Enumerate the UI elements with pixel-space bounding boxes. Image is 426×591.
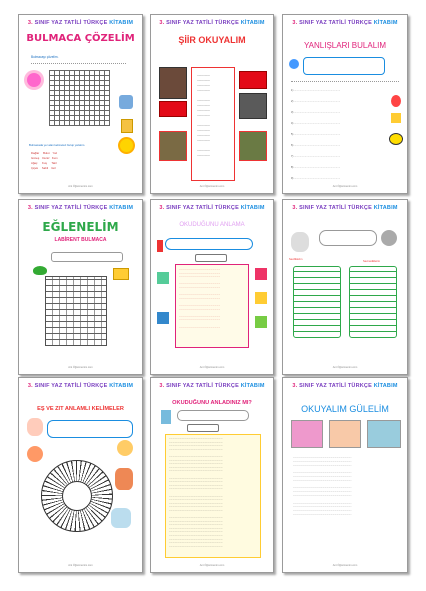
picture-thumb: [157, 272, 169, 284]
boy-icon: [27, 446, 43, 462]
portrait-image: [239, 93, 267, 119]
list-box-left: [293, 266, 341, 338]
rabbit-icon: [291, 232, 309, 252]
page-header: 3. SINIF YAZ TATİLİ TÜRKÇE KİTABIM: [27, 383, 134, 389]
page-header: 3. SINIF YAZ TATİLİ TÜRKÇE KİTABIM: [292, 20, 398, 26]
page-2: 3. SINIF YAZ TATİLİ TÜRKÇE KİTABIM ŞİİR OKUYALIM --------------- --------------- --------------- --------------- --------------- --------------- --------------- --------------- --------------- --------------- --------------- --------------- --------------- --------------- Ant Öğretmenim.com: [150, 14, 274, 194]
page-header: 3. SINIF YAZ TATİLİ TÜRKÇE KİTABIM: [159, 20, 265, 26]
kid-icon: [111, 508, 131, 528]
soldier-image: [239, 131, 267, 161]
mouse-icon: [381, 230, 397, 246]
speech-bubble-icon: [47, 420, 133, 438]
frog-icon: [33, 266, 47, 275]
list-box-right: [349, 266, 397, 338]
cheese-icon: [113, 268, 129, 280]
portrait-image: [159, 67, 187, 99]
flag-icon: [239, 71, 267, 89]
speech-bubble-icon: [165, 238, 253, 250]
speech-bubble-icon: [177, 410, 249, 421]
page-5: 3. SINIF YAZ TATİLİ TÜRKÇE KİTABIM OKUDUĞUNU ANLAMA .............................................................. .............................................................. .............................................................. .............................................................. .............................................................. .............................................................. .............................................................. .............................................................. .............................................................. .............................................................. .............................................................. .............................................................. Ant Öğretmenim.com: [150, 199, 274, 375]
story-label: [187, 424, 219, 432]
page-subtitle: LABİRENT BULMACA: [54, 237, 107, 243]
flag-icon: [159, 101, 187, 117]
picture-thumb: [255, 316, 267, 328]
soldier-image: [159, 131, 187, 161]
flower-icon: [27, 73, 41, 87]
page-header: 3. SINIF YAZ TATİLİ TÜRKÇE KİTABIM: [27, 20, 134, 26]
kid-icon: [115, 468, 133, 490]
prompt-text: Bulmacayı çözelim.: [31, 55, 59, 59]
page-title: EĞLENELİM: [42, 220, 119, 234]
speech-bubble-icon: [319, 230, 377, 246]
cartoon-image: [367, 420, 401, 448]
bird-icon: [289, 59, 299, 69]
page-1: 3. SINIF YAZ TATİLİ TÜRKÇE KİTABIM BULMACA ÇÖZELİM Bulmacayı çözelim. Bulmacada yer alan kelimeleri bulup yazalım. Dağlar Bulut Yaz Güneş Deniz Kum Ağaç Kuş Tatil Çiçek Sahil Göl Ant Öğretmenim.com: [18, 14, 143, 194]
page-header: 3. SINIF YAZ TATİLİ TÜRKÇE KİTABIM: [292, 205, 398, 211]
page-6: 3. SINIF YAZ TATİLİ TÜRKÇE KİTABIM Sevdiklerim Sevmediklerim Ant Öğretmenim.com: [282, 199, 408, 375]
picture-thumb: [255, 292, 267, 304]
ruler-icon: [121, 119, 133, 133]
bird-icon: [119, 95, 133, 109]
question-list: 1) ................................................................ 2) ................................................................ 3) ................................................................ 4) ................................................................ 5) ................................................................ 6) ................................................................ 7) ................................................................ 8) ................................................................ 9) ................................................................: [291, 89, 341, 180]
page-footer: Ant Öğretmenim.com: [68, 564, 93, 567]
page-title: ŞİİR OKUYALIM: [178, 35, 246, 45]
instruction-box: [303, 57, 385, 75]
page-header: 3. SINIF YAZ TATİLİ TÜRKÇE KİTABIM: [159, 383, 265, 389]
page-title: EŞ VE ZIT ANLAMLI KELİMELER: [37, 406, 124, 412]
page-title: BULMACA ÇÖZELİM: [26, 33, 135, 44]
page-header: 3. SINIF YAZ TATİLİ TÜRKÇE KİTABIM: [159, 205, 265, 211]
reading-label: [195, 254, 227, 262]
page-footer: Ant Öğretmenim.com: [68, 185, 93, 188]
picture-thumb: [157, 312, 169, 324]
picture-thumb: [255, 268, 267, 280]
page-3: [282, 14, 408, 194]
baby-image: [329, 420, 361, 448]
girl-icon: [117, 440, 133, 456]
page-7: [18, 377, 143, 573]
joke-text: ........................................................................................ ........................................................................................ ........................................................................................ ........................................................................................ ........................................................................................ ........................................................................................ ........................................................................................ ........................................................................................ ........................................................................................ ........................................................................................ ........................................................................................ ........................................................................................ ........................................................................................: [293, 456, 352, 516]
page-header: 3. SINIF YAZ TATİLİ TÜRKÇE KİTABIM: [292, 383, 398, 389]
ruler-icon: [391, 113, 401, 123]
pencil-icon: [157, 240, 163, 252]
page-footer: Ant Öğretmenim.com: [199, 185, 225, 188]
page-8: 3. SINIF YAZ TATİLİ TÜRKÇE KİTABIM OKUDUĞUNU ANLADINIZ MI? .................................................................................... .................................................................................... .................................................................................... .................................................................................... .................................................................................... .................................................................................... .................................................................................... .................................................................................... .................................................................................... .................................................................................... .................................................................................... .................................................................................... .................................................................................... .................................................................................... .................................................................................... .................................................................................... .................................................................................... .................................................................................... .................................................................................... .................................................................................... .................................................................................... .................................................................................... .................................................................................... .................................................................................... .................................................................................... .................................................................................... .................................................................................... Ant Öğretmenim.com: [150, 377, 274, 573]
page-title: OKUDUĞUNU ANLAMA: [179, 222, 245, 228]
page-header: 3. SINIF YAZ TATİLİ TÜRKÇE KİTABIM: [27, 205, 134, 211]
page-footer: Ant Öğretmenim.com: [68, 366, 93, 369]
word-grid: [49, 70, 110, 126]
teacher-icon: [27, 418, 43, 436]
balloon-icon: [391, 95, 401, 107]
pencil-icon: [161, 410, 171, 424]
page-title: OKUDUĞUNU ANLADINIZ MI?: [172, 400, 252, 406]
instruction-box: [51, 252, 123, 262]
flower-center: [62, 481, 92, 511]
page-title: OKUYALIM GÜLELİM: [301, 404, 389, 414]
page-footer: Ant Öğretmenim.com: [332, 564, 358, 567]
page-footer: Ant Öğretmenim.com: [332, 366, 358, 369]
page-9: [282, 377, 408, 573]
bee-icon: [389, 133, 403, 145]
page-footer: Ant Öğretmenim.com: [332, 185, 358, 188]
cartoon-image: [291, 420, 323, 448]
sun-icon: [120, 139, 133, 152]
page-4: [18, 199, 143, 375]
page-title: YANLIŞLARI BULALIM: [303, 41, 387, 50]
page-footer: Ant Öğretmenim.com: [199, 366, 225, 369]
maze-icon: [45, 276, 107, 346]
page-footer: Ant Öğretmenim.com: [199, 564, 225, 567]
